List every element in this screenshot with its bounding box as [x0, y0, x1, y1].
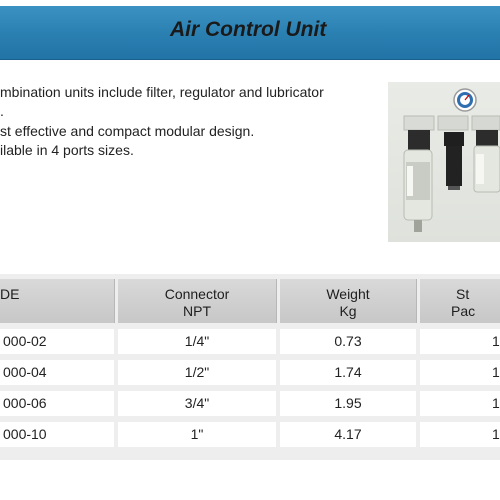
column-header: Connector — [164, 286, 230, 302]
table-cell-weight: 1.95 — [280, 391, 416, 416]
table-cell-code: 000-06 — [0, 391, 114, 416]
feature-line: ilable in 4 ports sizes. — [0, 142, 134, 158]
air-control-unit-image — [388, 82, 500, 242]
feature-line: mbination units include filter, regulator and lubricator — [0, 84, 324, 100]
table-cell-pack: 1 — [420, 329, 500, 354]
column-header-sub: Pac — [451, 303, 476, 319]
feature-line: st effective and compact modular design. — [0, 123, 255, 139]
table-cell-code: 000-04 — [0, 360, 114, 385]
table-cell-code: 000-10 — [0, 422, 114, 447]
feature-line: . — [0, 103, 4, 119]
table-cell-connector: 1/2" — [118, 360, 276, 385]
page-title: Air Control Unit — [170, 18, 327, 41]
table-cell-connector: 1/4" — [118, 329, 276, 354]
table-cell-connector: 1" — [118, 422, 276, 447]
table-cell-weight: 0.73 — [280, 329, 416, 354]
table-cell-code: 000-02 — [0, 329, 114, 354]
table-cell-pack: 1 — [420, 360, 500, 385]
column-header: St — [456, 286, 470, 302]
product-photo — [388, 82, 500, 242]
column-header: DE — [0, 286, 20, 302]
column-header-sub: Kg — [339, 303, 357, 319]
table-cell-weight: 4.17 — [280, 422, 416, 447]
table-cell-pack: 1 — [420, 422, 500, 447]
table-cell-connector: 3/4" — [118, 391, 276, 416]
table-cell-pack: 1 — [420, 391, 500, 416]
table-cell-weight: 1.74 — [280, 360, 416, 385]
column-header-sub: NPT — [183, 303, 211, 319]
column-header: Weight — [326, 286, 370, 302]
